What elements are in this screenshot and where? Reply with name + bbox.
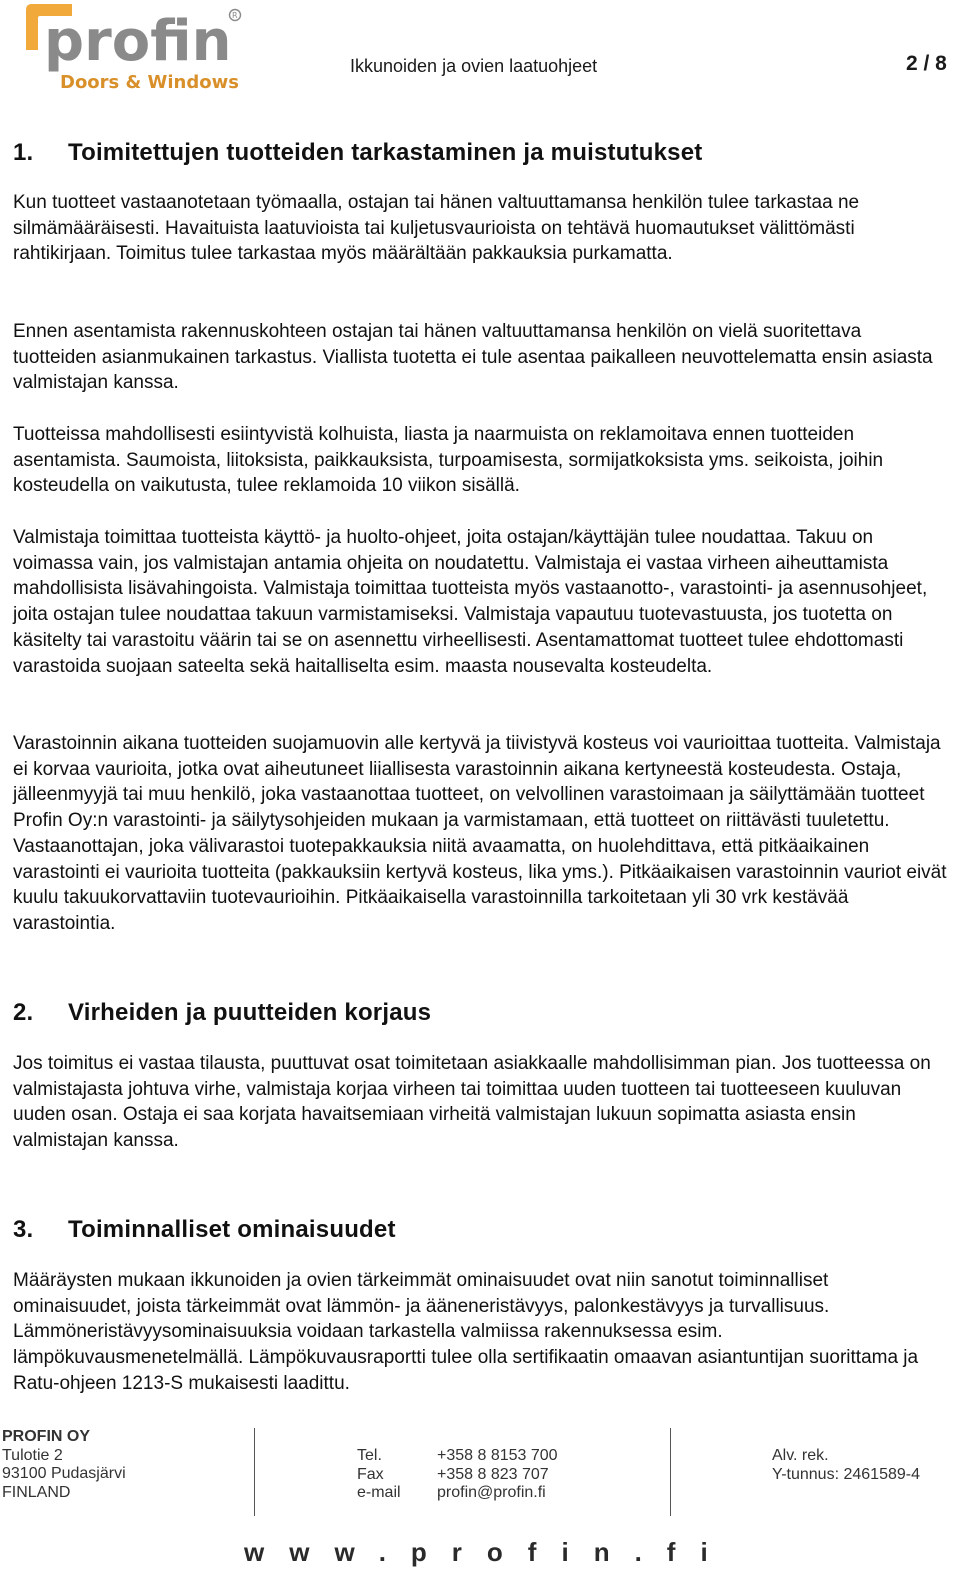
section-1-paragraph-3: Tuotteissa mahdollisesti esiintyvistä kolhuista, liasta ja naarmuista on reklamoitava ennen tuotteiden asentamista. Saumoista, liitoksista, paikkauksista, turpoamisesta, sormijatkoksista yms. seikoista, joihin kosteudella on vaikutusta, tulee reklamoida 10 viikon sisällä. [13, 424, 884, 497]
section-1-title: Toimitettujen tuotteiden tarkastaminen ja muistutukset [68, 139, 703, 166]
section-1-heading [13, 138, 702, 168]
section-2-title: Virheiden ja puutteiden korjaus [68, 999, 432, 1026]
registration-info [772, 1447, 920, 1484]
section-2-paragraph: Jos toimitus ei vastaa tilausta, puuttuvat osat toimitetaan asiakkaalle mahdollisimman pian. Jos tuotteessa on valmistajasta johtuva virhe, valmistaja korjaa virheen tai toimittaa uuden tuotteen tai tuotteeseen kuuluvan uuden osan. Ostaja ei saa korjata havaitsemiaan virheitä valmistajan lukuun sopimatta asiasta ensin valmistajan kanssa. [13, 1053, 931, 1152]
website-link[interactable]: www.profin.fi [244, 1537, 733, 1567]
page-header [0, 0, 960, 105]
section-1-paragraph-1: Kun tuotteet vastaanotetaan työmaalla, ostajan tai hänen valtuuttamansa henkilön tulee tarkastaa ne silmämääräisesti. Havaituista laatuvioista tai kuljetusvaurioista on tehtävä huomautukset välittömästi rahtikirjaan. Toimitus tulee tarkastaa myös määrältään pakkauksia purkamatta. [13, 192, 860, 265]
section-2-heading [13, 998, 431, 1028]
page-number: 2 / 8 [906, 52, 947, 75]
vat-registration-label: Alv. rek. [772, 1447, 829, 1464]
section-3-title: Toiminnalliset ominaisuudet [68, 1216, 396, 1243]
email-value[interactable]: profin@profin.fi [437, 1484, 546, 1501]
tel-value: +358 8 8153 700 [437, 1447, 558, 1464]
address-city: 93100 Pudasjärvi [2, 1465, 126, 1482]
section-1-paragraph-2: Ennen asentamista rakennuskohteen ostajan tai hänen valtuuttamansa henkilön on vielä suoritettava tuotteiden asianmukainen tarkastus. Viallista tuotetta ei tule asentaa paikalleen neuvottelematta ensin asiasta valmistajan kanssa. [13, 321, 933, 394]
address-country: FINLAND [2, 1483, 71, 1501]
email-label: e-mail [357, 1484, 401, 1501]
section-3-heading [13, 1215, 396, 1245]
tel-label: Tel. [357, 1447, 382, 1464]
logo-brand-text: profin [44, 9, 232, 74]
contact-labels [357, 1447, 401, 1503]
section-1-paragraph-5: Varastoinnin aikana tuotteiden suojamuovin alle kertyvä ja tiivistyvä kosteus voi vaurioittaa tuotteita. Valmistaja ei korvaa vaurioita, jotka ovat aiheutuneet liiallisesta varastoinnin aikana kertyneestä kosteudesta. Ostaja, jälleenmyyjä tai muu henkilö, joka vastaanottaa tuotteet, on velvollinen varastoimaan ja säilyttämään tuotteet Profin Oy:n varastointi- ja säilytysohjeiden mukaan ja varmistamaan, että tuotteet on riittävästi tuuletettu. Vastaanottajan, joka välivarastoi tuotepakkauksia niitä avaamatta, on huolehdittava, että pitkäaikainen varastointi ei vaurioita tuotteita (pakkauksiin kertyvä kosteus, lika yms.). Pitkäaikaisen varastoinnin vauriot eivät kuulu takuukorvattaviin tuotevaurioihin. Pitkäaikaisella varastoinnilla tarkoitetaan yli 30 vrk kestävää varastointia. [13, 733, 947, 934]
profin-logo-mark [22, 2, 244, 94]
business-id [772, 1466, 920, 1485]
profin-logo [22, 2, 244, 94]
section-3-paragraph: Määräysten mukaan ikkunoiden ja ovien tärkeimmät ominaisuudet ovat niin sanotut toiminnalliset ominaisuudet, joista tärkeimmät ovat lämmön- ja ääneneristävyys, palonkestävyys ja turvallisuus. Lämmöneristävyysominaisuuksia voidaan tarkastella valmiissa rakennuksessa esim. lämpökuvausmenetelmällä. Lämpökuvausraportti tulee olla sertifikaatin omaavan asiantuntijan suorittama ja Ratu-ohjeen 1213-S mukaisesti laadittu. [13, 1270, 919, 1394]
page-footer [0, 1420, 960, 1581]
business-id-label: Y-tunnus: [772, 1465, 840, 1483]
section-2-number: 2. [13, 999, 34, 1026]
logo-tagline: Doors & Windows [60, 72, 239, 93]
contact-values [437, 1447, 558, 1503]
section-1-number: 1. [13, 139, 34, 166]
fax-label: Fax [357, 1465, 384, 1483]
section-3-number: 3. [13, 1216, 34, 1243]
footer-divider [254, 1428, 255, 1516]
document-title: Ikkunoiden ja ovien laatuohjeet [350, 56, 598, 76]
business-id-value: 2461589-4 [843, 1465, 920, 1483]
fax-value: +358 8 823 707 [437, 1465, 549, 1483]
company-address [2, 1428, 126, 1502]
footer-divider [670, 1428, 671, 1516]
company-name: PROFIN OY [2, 1428, 91, 1445]
svg-text:R: R [232, 11, 238, 20]
address-street: Tulotie 2 [2, 1446, 63, 1464]
section-1-paragraph-4: Valmistaja toimittaa tuotteista käyttö- ja huolto-ohjeet, joita ostajan/käyttäjän tulee noudattaa. Takuu on voimassa vain, jos valmistajan antamia ohjeita on noudatettu. Valmistaja ei vastaa virheen aiheuttamista mahdollisista lisävahingoista. Valmistaja toimittaa tuotteista myös vastaanotto-, varastointi- ja asennusohjeet, joita ostajan tulee noudattaa takuun varmistamiseksi. Valmistaja vapautuu tuotevastuusta, jos tuotetta on käsitelty tai varastoitu väärin tai se on asennettu virheellisesti. Asentamattomat tuotteet tulee ehdottomasti varastoida suojaan sateelta sekä haitalliselta esim. maasta nousevalta kosteudelta. [13, 527, 928, 677]
